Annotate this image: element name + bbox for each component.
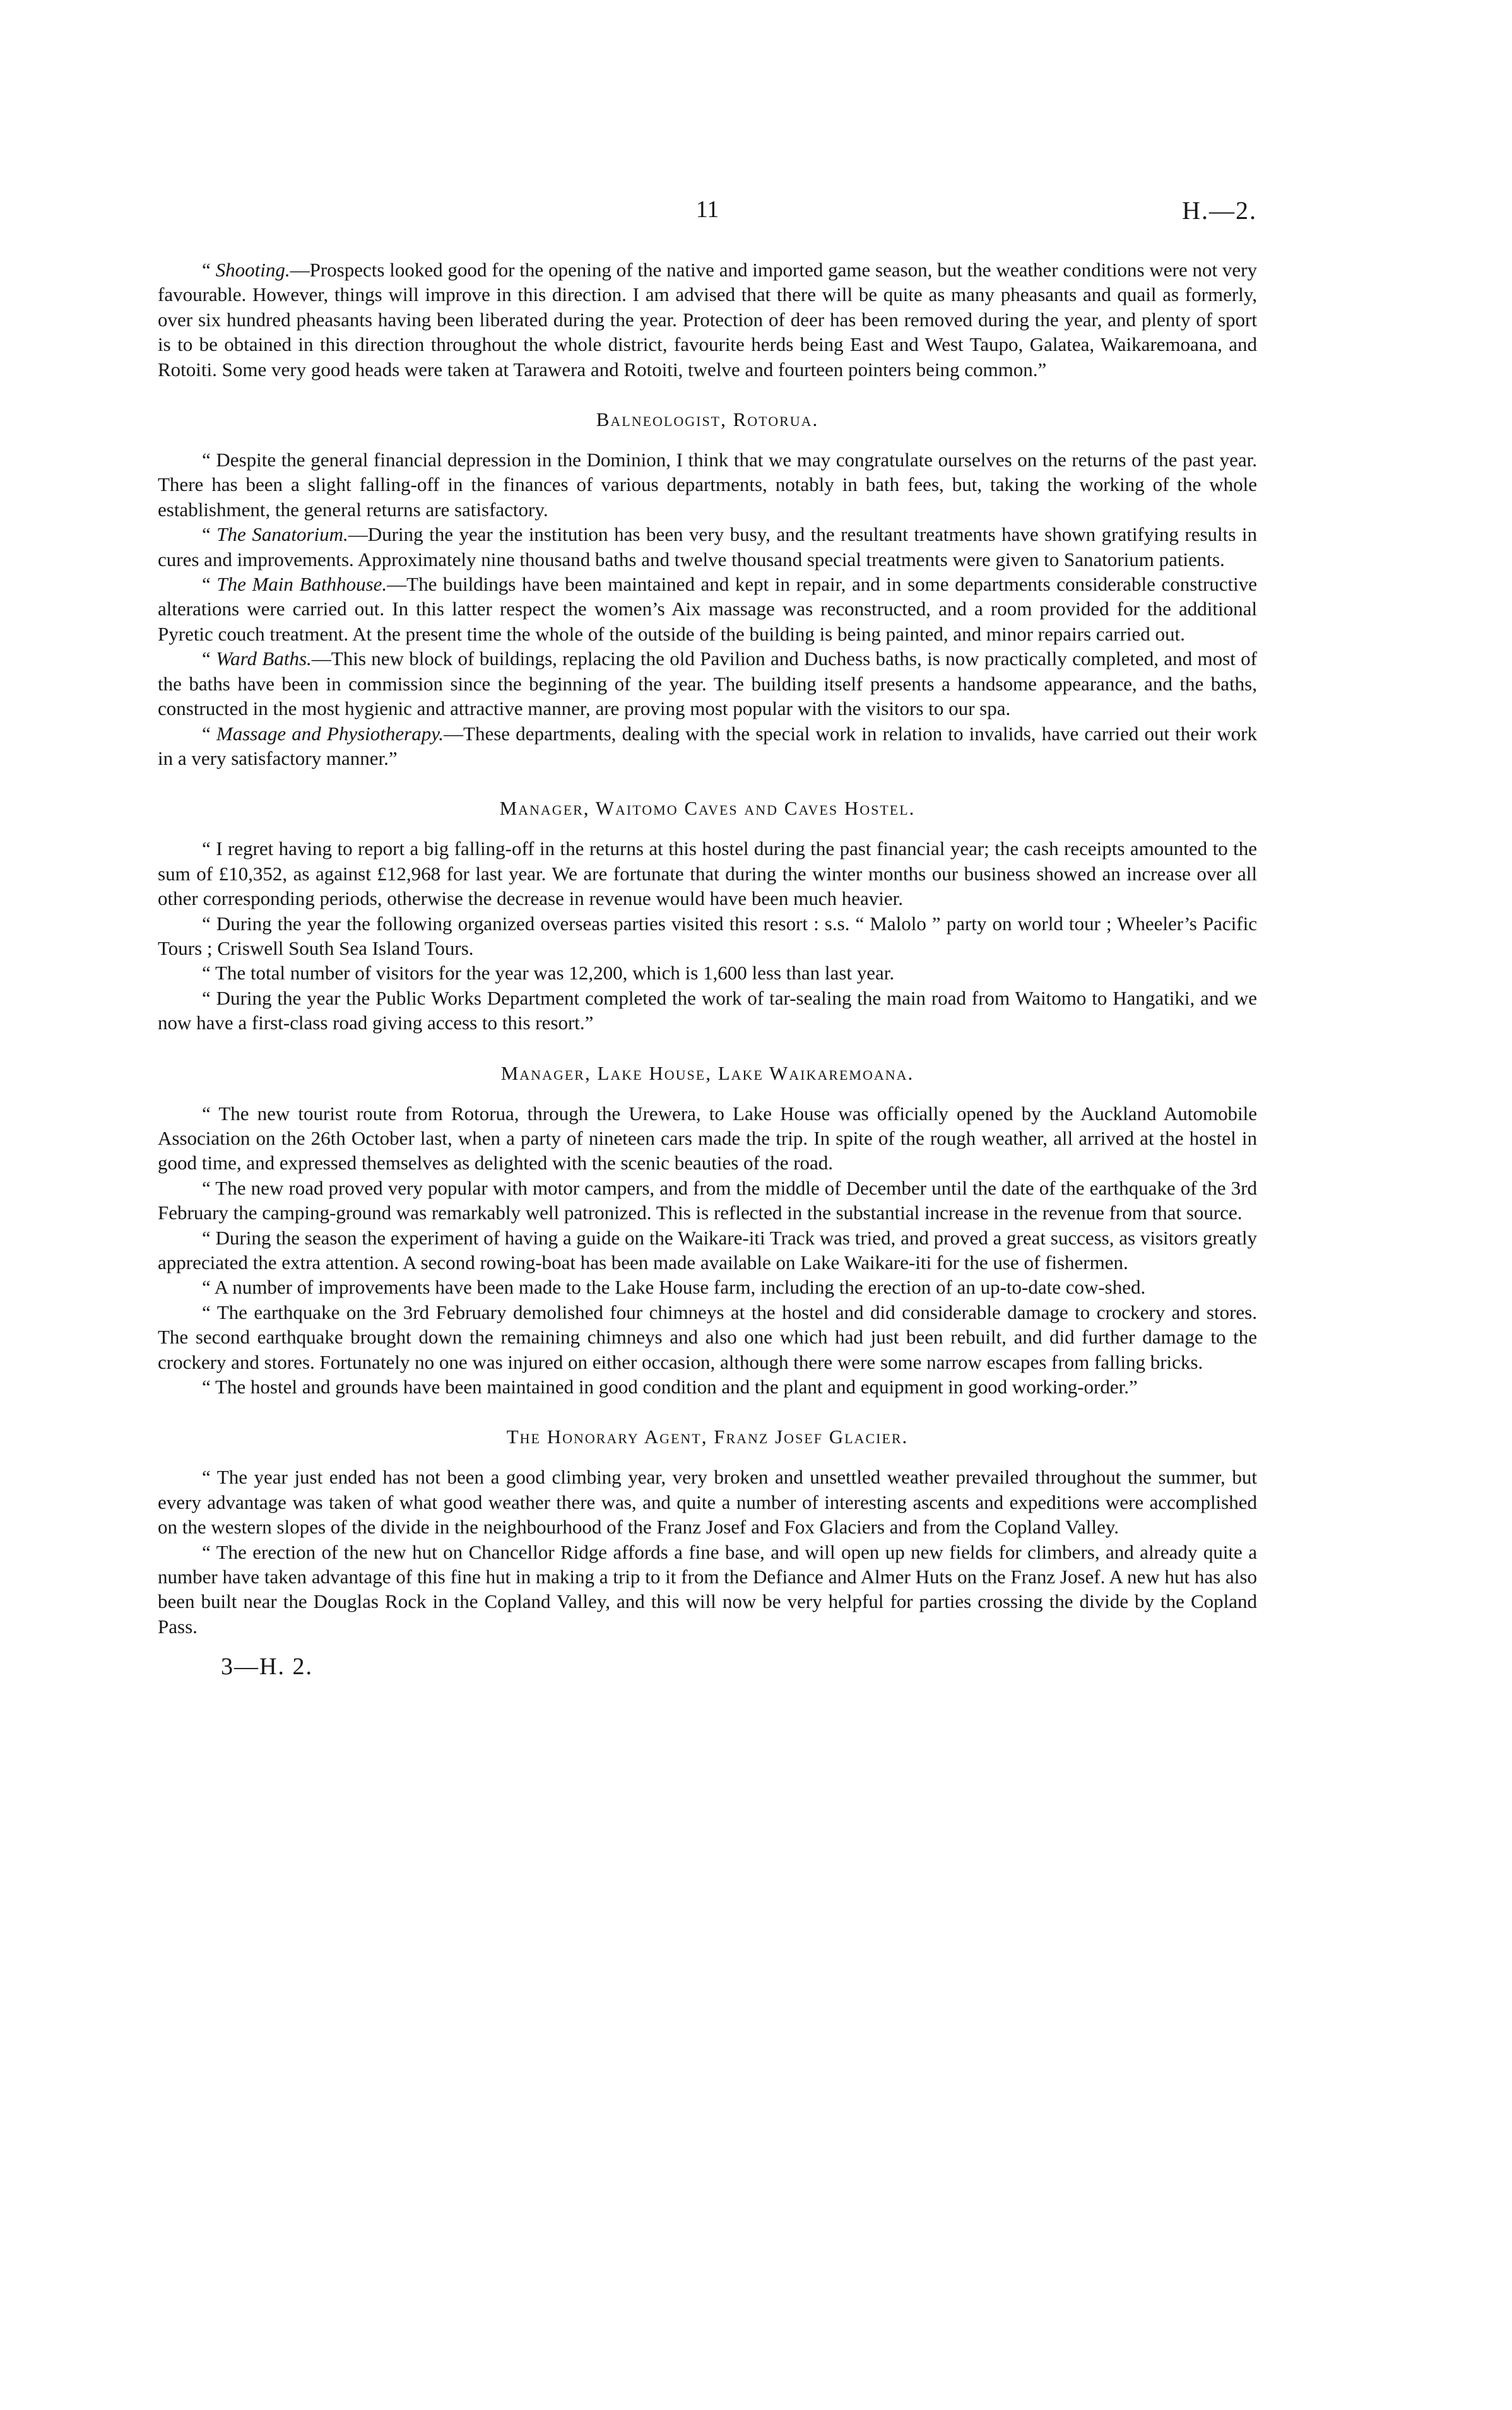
waitomo-paragraph-3: “ The total number of visitors for the year was 12,200, which is 1,600 less than last year. [202,962,895,984]
franz-josef-paragraph-2: “ The erection of the new hut on Chancellor Ridge affords a fine base, and will open up new fields for climbers, and already quite a number have taken advantage of this fine hut in making a trip to it from the Defiance and Almer Huts on the Franz Josef. A new hut has also been built near the Douglas Rock in the Copland Valley, and this will now be very helpful for parties crossing the divide by the Copland Pass. [158,1540,1257,1638]
ward-baths-lead: Ward Baths. [216,647,312,670]
lake-house-paragraph-4: “ A number of improvements have been made to the Lake House farm, including the erection of an up-to-date cow-shed. [202,1276,1146,1299]
lake-house-paragraph-3: “ During the season the experiment of having a guide on the Waikare-iti Track was tried, and proved a great success, as visitors greatly appreciated the extra attention. A second rowing-boat has been made available on Lake Waikare-iti for the use of fishermen. [158,1226,1257,1273]
lake-house-paragraph-5: “ The earthquake on the 3rd February demolished four chimneys at the hostel and did considerable damage to crockery and stores. The second earthquake brought down the remaining chimneys and also one which had just been rebuilt, and did further damage to the crockery and stores. Fortunately no one was injured on either occasion, although there were some narrow escapes from falling bricks. [158,1301,1257,1373]
bathhouse-lead: The Main Bathhouse. [216,573,387,596]
balneologist-paragraph-ward-baths: “ Ward Baths.—This new block of buildings, replacing the old Pavilion and Duchess baths, is now practically completed, and most of the baths have been in commission since the beginning of the year. The building itself presents a handsome appearance, and the baths, constructed in the most hygienic and attractive manner, are proving most popular with the visitors to our spa. [158,647,1257,720]
waitomo-paragraph-2: “ During the year the following organized overseas parties visited this resort : s.s. “ Malolo ” party on world tour ; Wheeler’s Pacific Tours ; Criswell South Sea Island Tours. [158,912,1257,959]
bathhouse-text: —The buildings have been maintained and kept in repair, and in some departments considerable constructive alterations were carried out. In this latter respect the women’s Aix massage was reconstructed, and a room provided for the additional Pyretic couch treatment. At the present time the whole of the outside of the building is being painted, and minor repairs carried out. [158,573,1258,645]
balneologist-paragraph-bathhouse: “ The Main Bathhouse.—The buildings have been maintained and kept in repair, and in some departments considerable constructive alterations were carried out. In this latter respect the women’s Aix massage was reconstructed, and a room provided for the additional Pyretic couch treatment. At the present time the whole of the outside of the building is being painted, and minor repairs carried out. [158,573,1258,645]
waitomo-paragraph-4: “ During the year the Public Works Department completed the work of tar-sealing the main road from Waitomo to Hangatiki, and we now have a first-class road giving access to this resort.” [158,986,1257,1034]
lake-house-paragraph-2: “ The new road proved very popular with motor campers, and from the middle of December until the date of the earthquake of the 3rd February the camping-ground was remarkably well patronized. This is reflected in the substantial increase in the revenue from that source. [158,1176,1257,1224]
section-heading-franz-josef: The Honorary Agent, Franz Josef Glacier. [506,1426,909,1448]
massage-lead: Massage and Physiotherapy. [216,722,444,745]
sanatorium-text: —During the year the institution has been very busy, and the resultant treatments have shown gratifying results in cures and improvements. Approximately nine thousand baths and twelve thousand special treatments were given to Sanatorium patients. [158,523,1257,570]
ward-baths-text: —This new block of buildings, replacing the old Pavilion and Duchess baths, is now practically completed, and most of the baths have been in commission since the beginning of the year. The building itself presents a handsome appearance, and the baths, constructed in the most hygienic and attractive manner, are proving most popular with the visitors to our spa. [158,647,1257,720]
massage-text: —These departments, dealing with the special work in relation to invalids, have carried out their work in a very satisfactory manner.” [158,722,1257,769]
shooting-paragraph: “ Shooting.—Prospects looked good for the opening of the native and imported game season, but the weather conditions were not very favourable. However, things will improve in this direction. I am advised that there will be quite as many pheasants and quail as formerly, over six hundred pheasants having been liberated during the year. Protection of deer has been removed during the year, and plenty of sport is to be obtained in this direction throughout the whole district, favourite herds being East and West Taupo, Galatea, Waikaremoana, and Rotoiti. Some very good heads were taken at Tarawera and Rotoiti, twelve and fourteen pointers being common.” [158,259,1258,381]
document-reference: H.—2. [1182,196,1257,225]
section-heading-lake-house: Manager, Lake House, Lake Waikaremoana. [500,1061,914,1084]
page-number: 11 [695,196,719,223]
balneologist-paragraph-massage: “ Massage and Physiotherapy.—These departments, dealing with the special work in relation to invalids, have carried out their work in a very satisfactory manner.” [158,722,1257,769]
section-heading-waitomo: Manager, Waitomo Caves and Caves Hostel. [499,797,916,820]
shooting-text: —Prospects looked good for the opening of the native and imported game season, but the weather conditions were not very favourable. However, things will improve in this direction. I am advised that there will be quite as many pheasants and quail as formerly, over six hundred pheasants having been liberated during the year. Protection of deer has been removed during the year, and plenty of sport is to be obtained in this direction throughout the whole district, favourite herds being East and West Taupo, Galatea, Waikaremoana, and Rotoiti. Some very good heads were taken at Tarawera and Rotoiti, twelve and fourteen pointers being common.” [158,259,1258,381]
signature-mark: 3—H. 2. [221,1653,313,1681]
balneologist-paragraph-sanatorium: “ The Sanatorium.—During the year the institution has been very busy, and the resultant treatments have shown gratifying results in cures and improvements. Approximately nine thousand baths and twelve thousand special treatments were given to Sanatorium patients. [158,523,1257,570]
lake-house-paragraph-1: “ The new tourist route from Rotorua, through the Urewera, to Lake House was officially opened by the Auckland Automobile Association on the 26th October last, when a party of nineteen cars made the trip. In spite of the rough weather, all arrived at the hostel in good time, and expressed themselves as delighted with the scenic beauties of the road. [158,1102,1257,1174]
shooting-lead: Shooting. [215,259,290,281]
waitomo-paragraph-1: “ I regret having to report a big falling-off in the returns at this hostel during the past financial year; the cash receipts amounted to the sum of £10,352, as against £12,968 for last year. We are fortunate that during the winter months our business showed an increase over all other corresponding periods, otherwise the decrease in revenue would have been much heavier. [158,837,1257,910]
document-page [158,196,1257,1681]
balneologist-paragraph-1: “ Despite the general financial depression in the Dominion, I think that we may congratulate ourselves on the returns of the past year. There has been a slight falling-off in the finances of various departments, notably in bath fees, but, taking the working of the whole establishment, the general returns are satisfactory. [158,449,1257,521]
lake-house-paragraph-6: “ The hostel and grounds have been maintained in good condition and the plant and equipment in good working-order.” [202,1376,1138,1398]
sanatorium-lead: The Sanatorium. [216,523,348,546]
section-heading-balneologist: Balneologist, Rotorua. [596,408,819,431]
page-header [158,196,1257,246]
franz-josef-paragraph-1: “ The year just ended has not been a good climbing year, very broken and unsettled weather prevailed throughout the summer, but every advantage was taken of what good weather there was, and quite a number of interesting ascents and expeditions were accomplished on the western slopes of the divide in the neighbourhood of the Franz Josef and Fox Glaciers and from the Copland Valley. [158,1466,1257,1539]
